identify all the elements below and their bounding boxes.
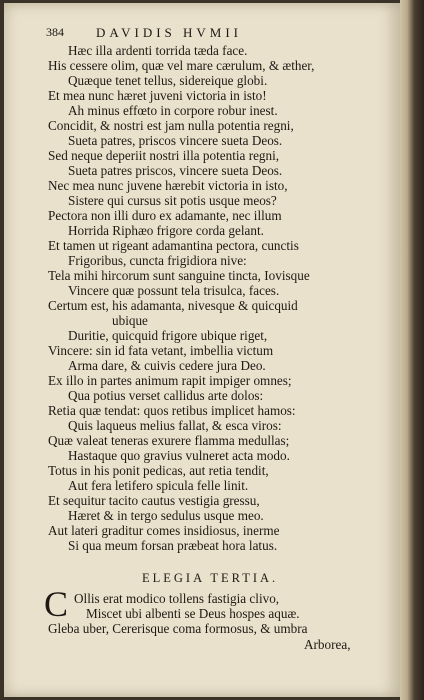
page-edge [400,0,424,700]
verse-line: Retia quæ tendat: quos retibus implicet hamos: [48,403,296,418]
verse-line: Aut lateri graditur comes insidiosus, inerme [48,523,280,538]
book-page [4,3,400,697]
verse-line: Nec mea nunc juvene hærebit victoria in isto, [48,178,288,193]
verse-line: Ex illo in partes animum rapit impiger omnes; [48,373,292,388]
verse-line: Duritie, quicquid frigore ubique riget, [68,328,268,343]
verse-line: Hæret & in tergo sedulus usque meo. [68,508,264,523]
verse-line: ubique [112,313,148,328]
verse-line: Et mea nunc hæret juveni victoria in isto! [48,88,267,103]
verse-line: Ollis erat modico tollens fastigia clivo, [74,591,280,606]
verse-line: Et tamen ut rigeant adamantina pectora, cunctis [48,238,299,253]
verse-line: Sueta patres, priscos vincere sueta Deos. [68,133,283,148]
verse-line: Totus in his ponit pedicas, aut retia tendit, [48,463,269,478]
verse-line: Qua potius verset callidus arte dolos: [68,388,264,403]
verse-line: Hastaque quo gravius vulneret acta modo. [68,448,290,463]
verse-line: His cessere olim, quæ vel mare cærulum, & æther, [48,58,315,73]
verse-line: Gleba uber, Cererisque coma formosus, & umbra [48,621,308,636]
page-header [46,25,376,41]
verse-line: Arborea, [304,637,351,652]
verse-line: Quæ valeat teneras exurere flamma medullas; [48,433,290,448]
verse-line: Ah minus effœto in corpore robur inest. [68,103,278,118]
verse-line: Et sequitur tacito cautus vestigia gressu, [48,493,260,508]
verse-line: Aut fera letifero spicula felle linit. [68,478,249,493]
verse-line: Quis laqueus melius fallat, & esca viros: [68,418,282,433]
verse-line: Vincere: sin id fata vetant, imbellia victum [48,343,274,358]
verse-line: Hæc illa ardenti torrida tæda face. [68,43,248,58]
verse-line: Si qua meum forsan præbeat hora latus. [68,538,278,553]
drop-cap: C [44,584,69,624]
verse-line: Vincere quæ possunt tela trisulca, faces. [68,283,280,298]
verse-line: Frigoribus, cuncta frigidiora nive: [68,253,247,268]
page-number: 384 [46,25,64,39]
verse-line: Miscet ubi albenti se Deus hospes aquæ. [86,606,300,621]
verse-line: Certum est, his adamanta, nivesque & quicquid [48,298,298,313]
verse-line: Arma dare, & cuivis cedere jura Deo. [68,358,266,373]
verse-line: Horrida Riphæo frigore corda gelant. [68,223,264,238]
running-head: DAVIDIS HVMII [96,25,243,40]
verse-line: Sistere qui cursus sit potis usque meos? [68,193,277,208]
verse-line: Quæque tenet tellus, sidereique globi. [68,73,268,88]
verse-line: Tela mihi hircorum sunt sanguine tincta, Iovisque [48,268,310,283]
elegy-title: ELEGIA TERTIA. [142,571,279,585]
verse-line: Concidit, & nostri est jam nulla potentia regni, [48,118,294,133]
verse-line: Sueta patres priscos, vincere sueta Deos. [68,163,283,178]
verse-line: Sed neque deperiit nostri illa potentia regni, [48,148,280,163]
verse-line: Pectora non illi duro ex adamante, nec illum [48,208,282,223]
